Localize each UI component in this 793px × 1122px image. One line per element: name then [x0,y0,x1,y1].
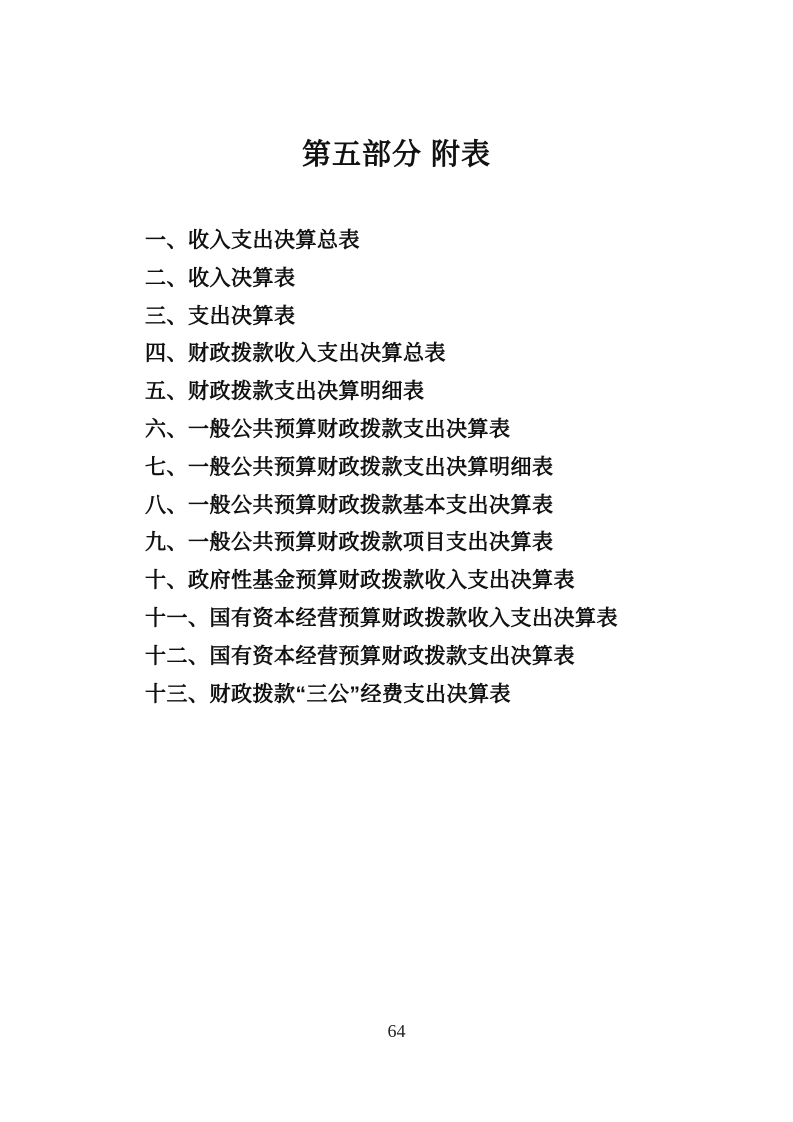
page-number: 64 [387,1021,406,1041]
list-item: 十、政府性基金预算财政拨款收入支出决算表 [145,569,575,593]
list-item: 四、财政拨款收入支出决算总表 [145,342,446,366]
list-item: 十三、财政拨款“三公”经费支出决算表 [145,682,511,706]
list-item: 二、收入决算表 [145,266,296,290]
list-item: 三、支出决算表 [145,304,296,328]
list-item: 八、一般公共预算财政拨款基本支出决算表 [145,493,554,517]
list-item: 十一、国有资本经营预算财政拨款收入支出决算表 [145,606,618,630]
page-title: 第五部分 附表 [301,139,492,171]
list-item: 六、一般公共预算财政拨款支出决算表 [145,417,511,441]
list-item: 五、财政拨款支出决算明细表 [145,380,425,404]
list-item: 九、一般公共预算财政拨款项目支出决算表 [145,531,554,555]
list-item: 七、一般公共预算财政拨款支出决算明细表 [145,455,554,479]
list-item: 一、收入支出决算总表 [145,229,360,252]
list-item: 十二、国有资本经营预算财政拨款支出决算表 [145,644,575,668]
appendix-table-list [145,222,733,713]
